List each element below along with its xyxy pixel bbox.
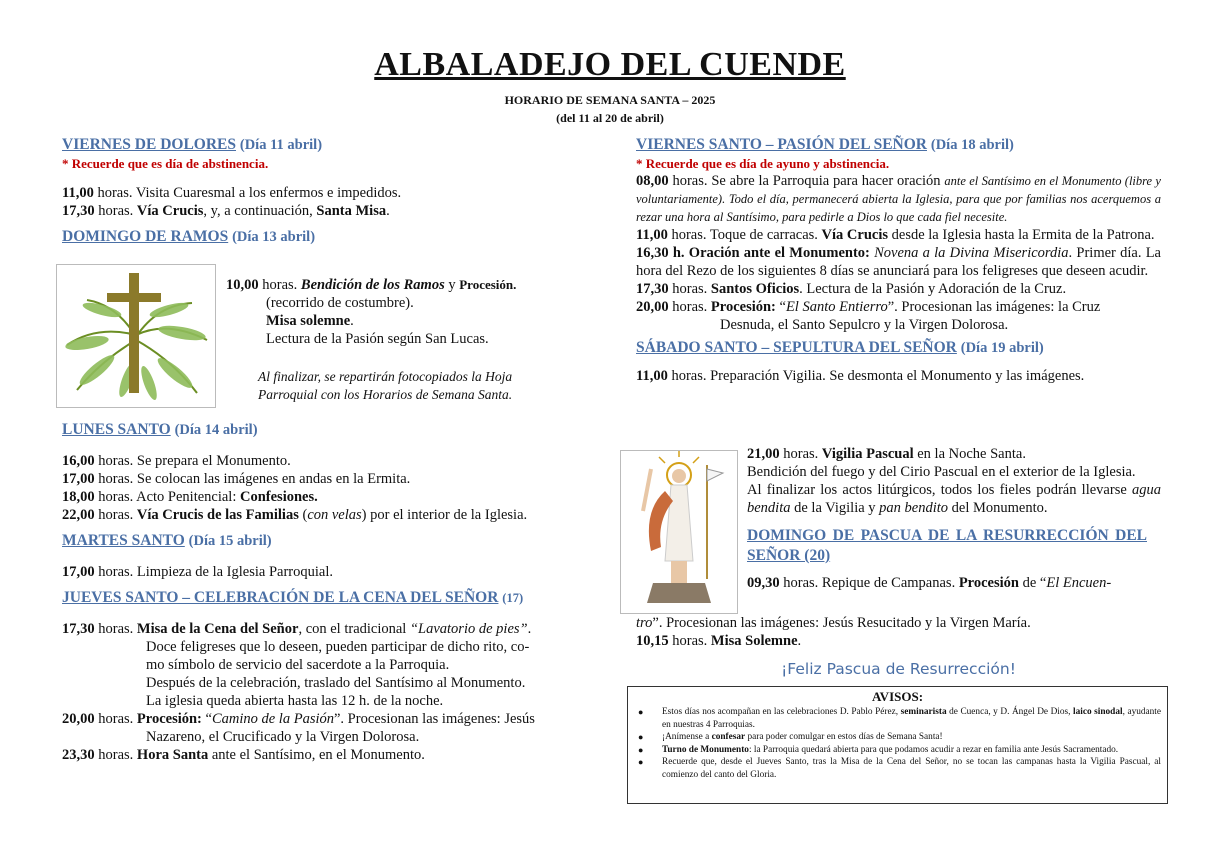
risen-christ-icon xyxy=(621,451,737,613)
schedule-line: Bendición del fuego y del Cirio Pascual en el exterior de la Iglesia. xyxy=(747,464,1136,480)
schedule-line: tro”. Procesionan las imágenes: Jesús Resucitado y la Virgen María. xyxy=(636,615,1031,631)
list-item: ● ¡Anímense a confesar para poder comulgar en estos días de Semana Santa! xyxy=(638,732,943,742)
schedule-line: 22,00 horas. Vía Crucis de las Familias (con velas) por el interior de la Iglesia. xyxy=(62,507,528,523)
risen-christ-image xyxy=(620,450,738,614)
schedule-line: 11,00 horas. Preparación Vigilia. Se desmonta el Monumento y las imágenes. xyxy=(636,368,1085,384)
schedule-line: Desnuda, el Santo Sepulcro y la Virgen Dolorosa. xyxy=(720,317,1009,333)
feliz-pascua-banner: ¡Feliz Pascua de Resurrección! xyxy=(781,660,1016,678)
schedule-line: 20,00 horas. Procesión: “El Santo Entierro”. Procesionan las imágenes: la Cruz xyxy=(636,299,1101,315)
avisos-box xyxy=(627,686,1168,804)
schedule-line: Lectura de la Pasión según San Lucas. xyxy=(266,331,489,347)
schedule-line: Misa solemne. xyxy=(266,313,354,329)
bullet-icon: ● xyxy=(638,707,644,717)
schedule-line: 16,30 h. Oración ante el Monumento: Novena a la Divina Misericordia. Primer día. La hora del Rezo de los siguientes 8 días se anunciará para los feligreses que deseen acudir. xyxy=(636,245,1161,279)
schedule-line: 11,00 horas. Visita Cuaresmal a los enfermos e impedidos. xyxy=(62,185,402,201)
schedule-line: La iglesia queda abierta hasta las 12 h. de la noche. xyxy=(146,693,444,709)
schedule-line: mo símbolo de servicio del sacerdote a la Parroquia. xyxy=(146,657,450,673)
right-column xyxy=(636,135,1161,385)
schedule-line: 20,00 horas. Procesión: “Camino de la Pasión”. Procesionan las imágenes: Jesús xyxy=(62,711,535,727)
bullet-icon: ● xyxy=(638,744,644,755)
list-item: ● Turno de Monumento: la Parroquia quedará abierta para que podamos acudir a rezar en familia ante Jesús Sacramentado. xyxy=(638,744,1119,755)
schedule-line: 09,30 horas. Repique de Campanas. Procesión de “El Encuen- xyxy=(747,575,1112,591)
fasting-note: * Recuerde que es día de ayuno y abstinencia. xyxy=(636,156,890,171)
heading-sabado-santo: SÁBADO SANTO – SEPULTURA DEL SEÑOR (Día 19 abril) xyxy=(636,339,1044,356)
avisos-title: AVISOS: xyxy=(871,689,924,704)
schedule-line: (recorrido de costumbre). xyxy=(266,295,414,311)
page-title: ALBALADEJO DEL CUENDE xyxy=(374,46,846,83)
palm-cross-image xyxy=(56,264,216,408)
heading-domingo-pascua: DOMINGO DE PASCUA DE LA RESURRECCIÓN DEL SEÑOR (20) xyxy=(747,527,1147,564)
schedule-line: 18,00 horas. Acto Penitencial: Confesiones. xyxy=(62,489,318,505)
schedule-line: Al finalizar los actos litúrgicos, todos los fieles podrán llevarse agua bendita de la Vigilia y pan bendito del Monumento. xyxy=(747,482,1161,516)
avisos-list xyxy=(636,706,1161,781)
heading-lunes-santo: LUNES SANTO (Día 14 abril) xyxy=(62,421,258,438)
left-column xyxy=(62,135,587,247)
schedule-line: 17,30 horas. Santos Oficios. Lectura de la Pasión y Adoración de la Cruz. xyxy=(636,281,1067,297)
heading-domingo-ramos: DOMINGO DE RAMOS (Día 13 abril) xyxy=(62,228,316,245)
schedule-line: 21,00 horas. Vigilia Pascual en la Noche Santa. xyxy=(747,446,1026,462)
schedule-line: Nazareno, el Crucificado y la Virgen Dolorosa. xyxy=(146,729,420,745)
schedule-line: 17,30 horas. Vía Crucis, y, a continuación, Santa Misa. xyxy=(62,203,390,219)
schedule-line: 10,15 horas. Misa Solemne. xyxy=(636,633,802,649)
schedule-line: Después de la celebración, traslado del Santísimo al Monumento. xyxy=(146,675,526,691)
schedule-dates: (del 11 al 20 de abril) xyxy=(556,111,664,125)
schedule-line: 17,30 horas. Misa de la Cena del Señor, con el tradicional “Lavatorio de pies”. xyxy=(62,621,532,637)
schedule-line: 23,30 horas. Hora Santa ante el Santísimo, en el Monumento. xyxy=(62,747,425,763)
heading-viernes-dolores: VIERNES DE DOLORES (Día 11 abril) xyxy=(62,136,323,153)
domingo-ramos-text xyxy=(226,276,566,348)
bullet-icon: ● xyxy=(638,732,644,742)
schedule-line: 10,00 horas. Bendición de los Ramos y Procesión. xyxy=(226,277,517,293)
schedule-line: 11,00 horas. Toque de carracas. Vía Crucis desde la Iglesia hasta la Ermita de la Patrona. xyxy=(636,227,1155,243)
schedule-line: 16,00 horas. Se prepara el Monumento. xyxy=(62,453,291,469)
ramos-note: Al finalizar, se repartirán fotocopiados la Hoja Parroquial con los Horarios de Semana Santa. xyxy=(258,369,513,402)
abstinence-note: * Recuerde que es día de abstinencia. xyxy=(62,156,269,171)
schedule-line: 17,00 horas. Se colocan las imágenes en andas en la Ermita. xyxy=(62,471,411,487)
heading-viernes-santo: VIERNES SANTO – PASIÓN DEL SEÑOR (Día 18 abril) xyxy=(636,136,1014,153)
schedule-subtitle: HORARIO DE SEMANA SANTA – 2025 xyxy=(504,93,716,107)
schedule-line: Doce feligreses que lo deseen, pueden participar de dicho rito, co- xyxy=(146,639,530,655)
list-item: ● Recuerde que, desde el Jueves Santo, tras la Misa de la Cena del Señor, no se tocan las campanas hasta la Vigilia Pascual, al comienzo del canto del Gloria. xyxy=(638,757,1161,780)
heading-jueves-santo: JUEVES SANTO – CELEBRACIÓN DE LA CENA DEL SEÑOR (17) xyxy=(62,589,524,606)
schedule-line: 08,00 horas. Se abre la Parroquia para hacer oración ante el Santísimo en el Monumento (libre y voluntariamente). Todo el día, permanecerá abierta la Iglesia, para que por familias nos acerquemos a rezar una hora al Santísimo, para pedirle a Dios lo que cada fiel necesite. xyxy=(636,173,1161,224)
left-column-lower xyxy=(62,420,587,764)
schedule-line: 17,00 horas. Limpieza de la Iglesia Parroquial. xyxy=(62,564,333,580)
bullet-icon: ● xyxy=(638,757,644,767)
sabado-santo-text xyxy=(747,445,1161,592)
list-item: ● Estos días nos acompañan en las celebraciones D. Pablo Pérez, seminarista de Cuenca, y D. Ángel De Dios, laico sinodal, ayudante en nuestras 4 Parroquias. xyxy=(638,707,1161,730)
domingo-pascua-text xyxy=(636,614,1161,650)
palm-cross-icon xyxy=(57,265,215,407)
heading-martes-santo: MARTES SANTO (Día 15 abril) xyxy=(62,532,272,549)
